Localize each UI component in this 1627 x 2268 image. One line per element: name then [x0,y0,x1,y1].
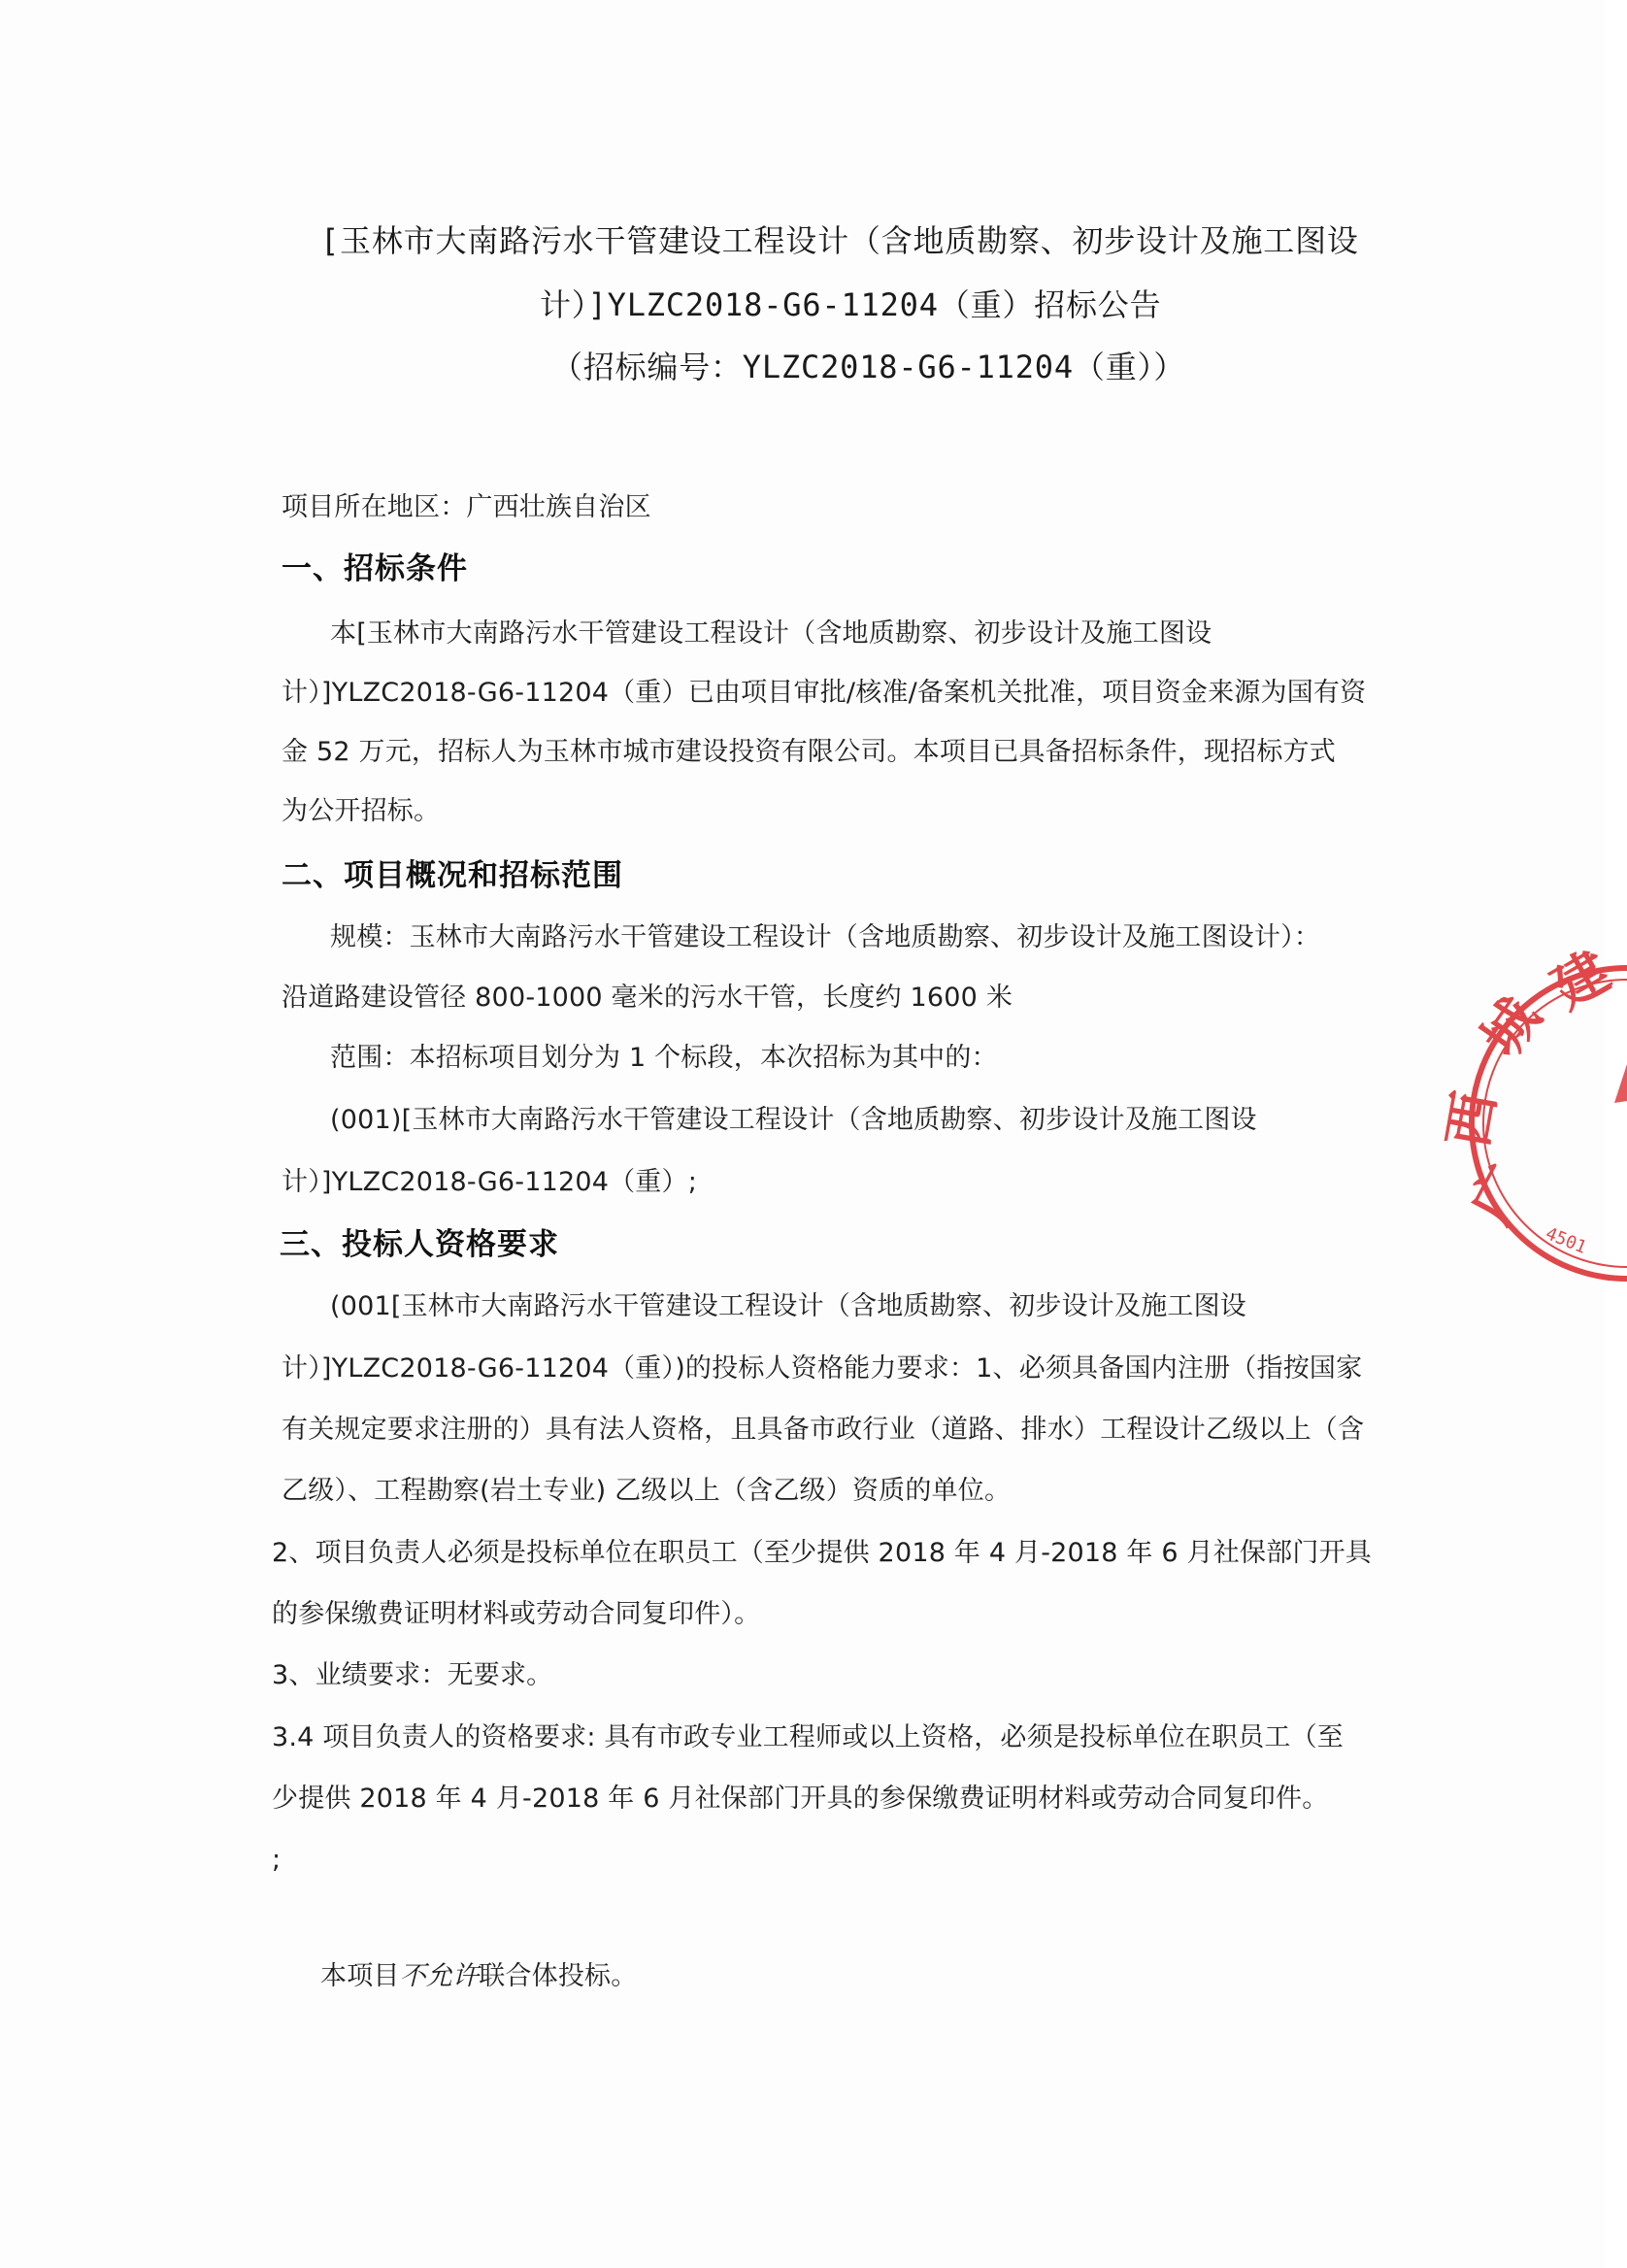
consortium-prefix: 本项目 [320,1961,400,1991]
section-3-line: 的参保缴费证明材料或劳动合同复印件）。 [272,1599,761,1629]
title-line-3: （招标编号：YLZC2018-G6-11204（重）） [551,349,1186,385]
section-2-line: 范围：本招标项目划分为 1 个标段，本次招标为其中的： [330,1043,998,1073]
seal-character: 广 [1458,1155,1541,1234]
consortium-emphasis: 不允许 [399,1961,480,1991]
title-line-2: 计）]YLZC2018-G6-11204（重）招标公告 [540,286,1162,323]
section-2-line: 沿道路建设管径 800-1000 毫米的污水干管，长度约 1600 米 [282,983,1013,1013]
section-3-line: 乙级）、工程勘察(岩土专业) 乙级以上（含乙级）资质的单位。 [282,1476,1012,1506]
consortium-statement [320,1959,637,1994]
section-1-line: 金 52 万元，招标人为玉林市城市建设投资有限公司。本项目已具备招标条件，现招标方式 [282,737,1336,767]
section-2-heading: 二、项目概况和招标范围 [282,858,623,893]
section-1-line: 计）]YLZC2018-G6-11204（重）已由项目审批/核准/备案机关批准，项目资金来源为国有资 [282,678,1367,708]
section-1-line: 本[玉林市大南路污水干管建设工程设计（含地质勘察、初步设计及施工图设 [330,618,1212,649]
section-3-line: 有关规定要求注册的）具有法人资格，且具备市政行业（道路、排水）工程设计乙级以上（含 [282,1415,1365,1445]
official-seal-stamp [1435,938,1627,1284]
section-2-line: 规模：玉林市大南路污水干管建设工程设计（含地质勘察、初步设计及施工图设计）： [330,922,1321,952]
section-3-line: 3.4 项目负责人的资格要求: 具有市政专业工程师或以上资格，必须是投标单位在职员工（至 [272,1722,1344,1752]
section-3-line: 计）]YLZC2018-G6-11204（重）)的投标人资格能力要求：1、必须具备国内注册（指按国家 [282,1353,1363,1384]
section-2-line: (001)[玉林市大南路污水干管建设工程设计（含地质勘察、初步设计及施工图设 [330,1105,1257,1135]
section-1-heading: 一、招标条件 [282,551,468,586]
section-3-line: 少提供 2018 年 4 月-2018 年 6 月社保部门开具的参保缴费证明材料或劳动合同复印件。 [272,1784,1329,1814]
consortium-suffix: 联合体投标。 [479,1961,638,1991]
section-3-line: 3、业绩要求：无要求。 [272,1660,553,1690]
seal-character: 城 [1469,986,1553,1069]
section-3-line: (001[玉林市大南路污水干管建设工程设计（含地质勘察、初步设计及施工图设 [330,1291,1247,1321]
section-3-heading: 三、投标人资格要求 [280,1227,559,1262]
project-region: 项目所在地区：广西壮族自治区 [282,492,651,522]
section-3-line: ; [272,1845,282,1875]
seal-code: 4501 [1543,1223,1590,1258]
title-line-1: [玉林市大南路污水干管建设工程设计（含地质勘察、初步设计及施工图设 [320,222,1359,259]
seal-character: 建 [1542,938,1621,1022]
section-2-line: 计）]YLZC2018-G6-11204（重）; [282,1167,697,1197]
section-1-line: 为公开招标。 [282,796,441,826]
seal-character: 西 [1435,1086,1509,1152]
section-3-line: 2、项目负责人必须是投标单位在职员工（至少提供 2018 年 4 月-2018 年 6 月社保部门开具 [272,1538,1372,1568]
